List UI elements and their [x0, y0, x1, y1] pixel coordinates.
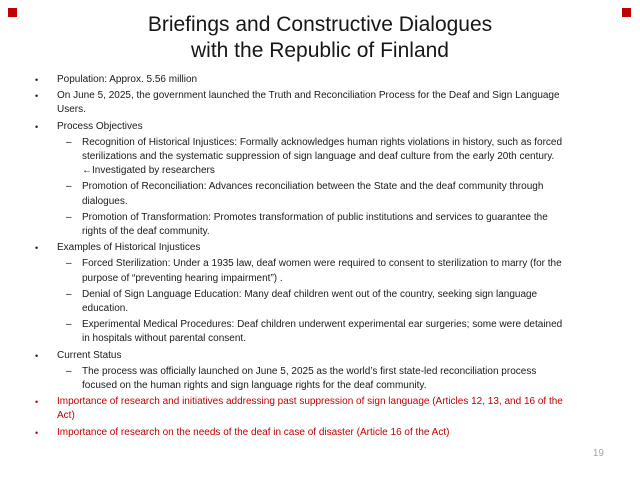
bullet-marker: • — [35, 91, 39, 102]
sub-bullet-item — [0, 318, 640, 346]
red-square-marker-top-right — [622, 8, 631, 17]
slide-title — [0, 12, 640, 64]
bullet-text: Promotion of Reconciliation: Advances reconciliation between the State and the deaf community through dialogues. — [82, 181, 544, 207]
dash-marker: – — [66, 181, 72, 193]
red-square-marker-top-left — [8, 8, 17, 17]
dash-marker: – — [66, 319, 72, 331]
dash-marker: – — [66, 211, 72, 223]
sub-bullet-item — [0, 136, 640, 179]
bullet-item — [0, 349, 640, 363]
slide-title-line1: Briefings and Constructive Dialogues — [147, 13, 493, 36]
bullet-text: Process Objectives — [57, 120, 143, 132]
dash-marker: – — [66, 288, 72, 300]
bullet-item — [0, 73, 640, 87]
bullet-marker: • — [35, 75, 39, 85]
sub-bullet-item — [0, 211, 640, 239]
bullet-text: On June 5, 2025, the government launched the Truth and Reconciliation Process for the Deaf and Sign Language Users. — [57, 90, 560, 116]
page-number: 19 — [592, 448, 604, 459]
bullet-marker: • — [35, 427, 39, 438]
bullet-list — [0, 73, 640, 440]
bullet-text: Promotion of Transformation: Promotes transformation of public institutions and services to guarantee the rights of the deaf community. — [82, 211, 548, 238]
bullet-text: Importance of research on the needs of the deaf in case of disaster (Article 16 of the Act) — [57, 426, 450, 438]
bullet-item — [0, 395, 640, 423]
bullet-marker: • — [35, 350, 39, 361]
bullet-item — [0, 120, 640, 134]
bullet-text: Experimental Medical Procedures: Deaf children underwent experimental ear surgeries; some were detained in hospitals without parental consent. — [82, 319, 563, 345]
bullet-item — [0, 241, 640, 255]
bullet-text: Population: Approx. 5.56 million — [57, 74, 198, 85]
dash-marker: – — [66, 258, 72, 270]
bullet-text: Denial of Sign Language Education: Many deaf children went out of the country, seeking sign language education. — [82, 288, 538, 315]
sub-bullet-item — [0, 257, 640, 285]
bullet-item — [0, 89, 640, 117]
bullet-marker: • — [35, 243, 39, 254]
bullet-marker: • — [35, 121, 39, 132]
dash-marker: – — [66, 136, 72, 148]
bullet-marker: • — [35, 397, 39, 408]
sub-bullet-item — [0, 365, 640, 393]
slide-title-line2: with the Republic of Finland — [191, 39, 449, 62]
dash-marker: – — [66, 365, 72, 377]
sub-bullet-item — [0, 180, 640, 208]
bullet-text: The process was officially launched on June 5, 2025 as the world’s first state-led reconciliation process focused on the human rights and sign language rights for the deaf community. — [82, 365, 537, 392]
bullet-text: Examples of Historical Injustices — [57, 242, 201, 254]
bullet-text: Forced Sterilization: Under a 1935 law, deaf women were required to consent to sterilization to marry (for the purpose of “preventing hearing impairment”) . — [82, 258, 562, 284]
bullet-item — [0, 426, 640, 440]
bullet-text: Importance of research and initiatives addressing past suppression of sign language (Articles 12, 13, and 16 of the Act) — [57, 396, 563, 422]
bullet-text: Recognition of Historical Injustices: Formally acknowledges human rights violations in history, such as forced sterilizations and the systematic suppression of sign language and deaf culture from the early 20th century. ←Investigated by researchers — [82, 136, 563, 177]
sub-bullet-item — [0, 288, 640, 316]
bullet-text: Current Status — [57, 349, 122, 361]
